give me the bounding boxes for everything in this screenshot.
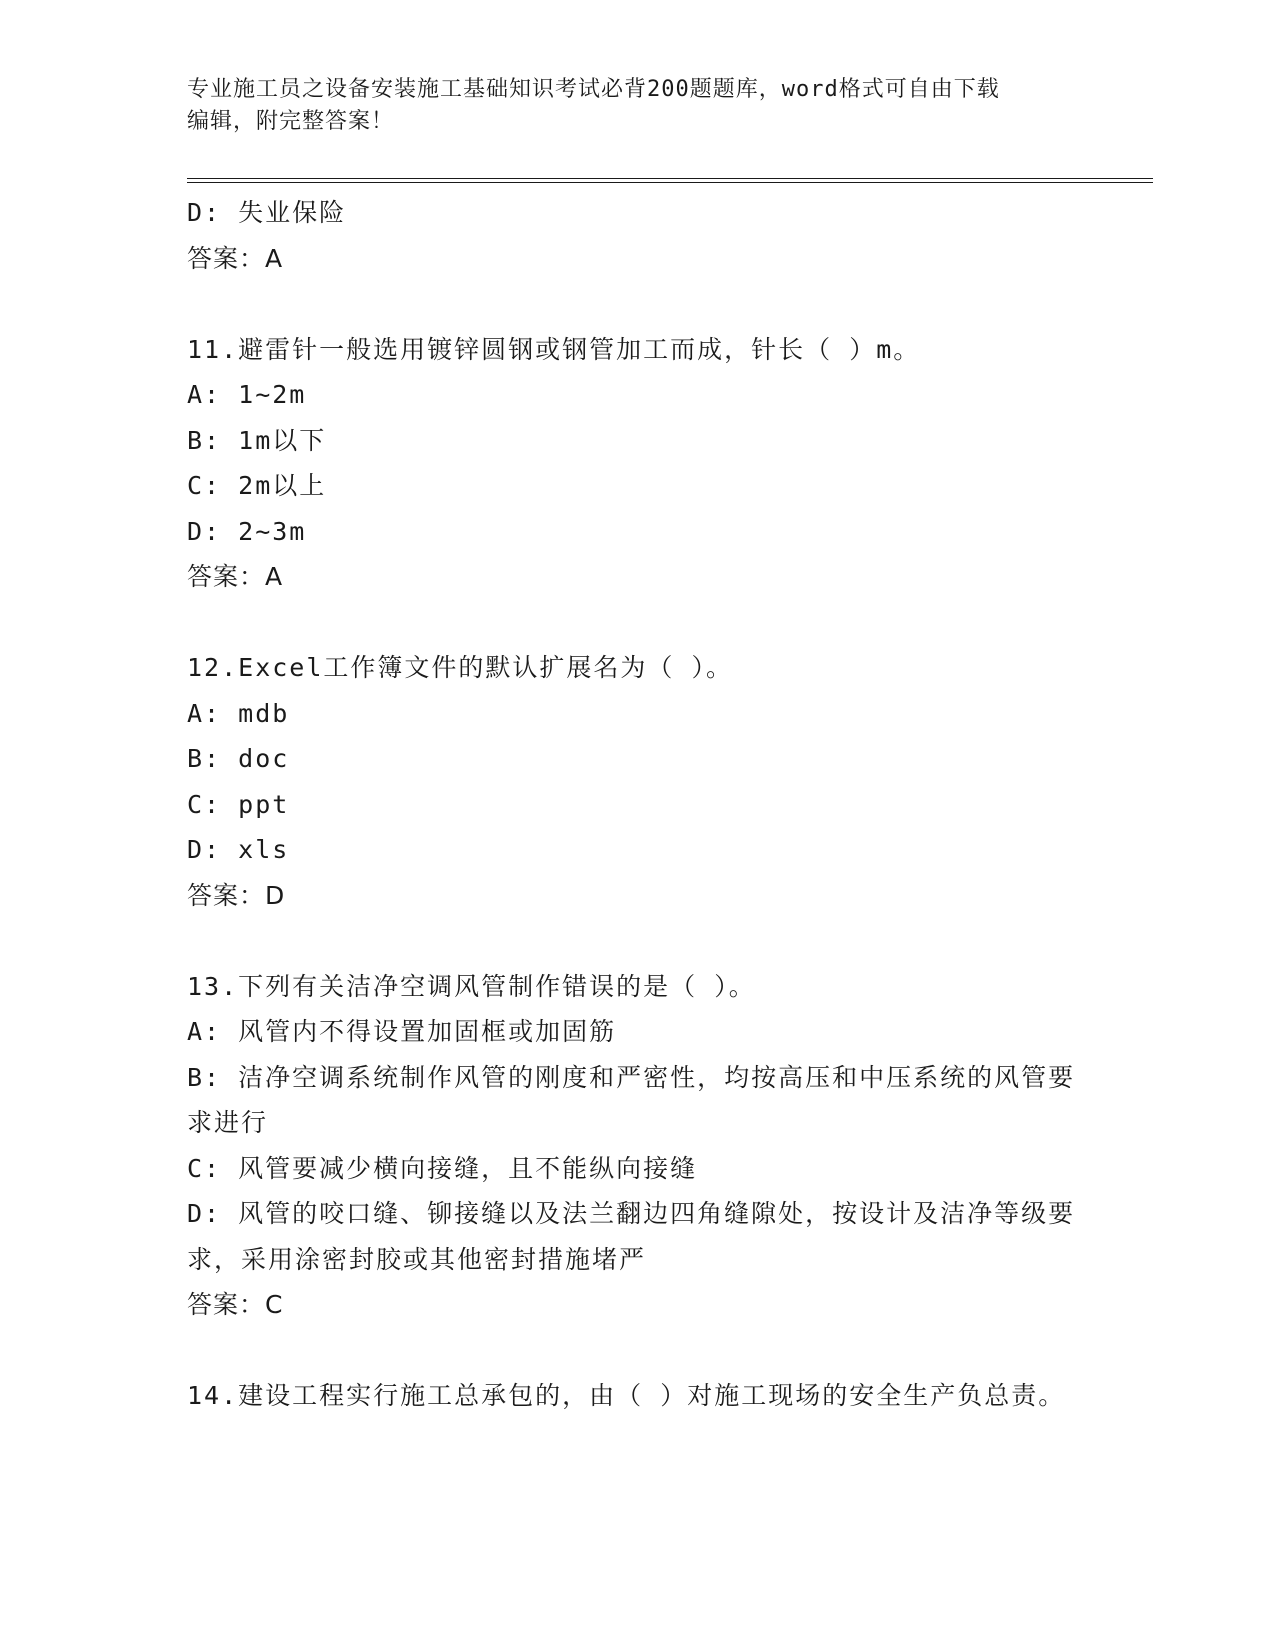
option-b: B: 洁净空调系统制作风管的刚度和严密性，均按高压和中压系统的风管要求进行 <box>187 1062 1076 1137</box>
option-b: B: doc <box>187 744 290 773</box>
question-stem: 12.Excel工作簿文件的默认扩展名为（ ）。 <box>187 653 733 682</box>
document-header <box>187 74 1087 138</box>
option-c: C: 风管要减少横向接缝，且不能纵向接缝 <box>187 1153 698 1183</box>
option-d: D: 2~3m <box>187 516 307 546</box>
spacer <box>187 918 1087 964</box>
question-stem: 13.下列有关洁净空调风管制作错误的是（ ）。 <box>187 971 756 1001</box>
option-c: C: ppt <box>187 789 290 819</box>
header-title-line2: 编辑，附完整答案！ <box>187 109 395 134</box>
document-body <box>187 190 1087 1419</box>
question-stem: 14.建设工程实行施工总承包的，由（ ）对施工现场的安全生产负总责。 <box>187 1381 1066 1410</box>
question-stem: 11.避雷针一般选用镀锌圆钢或钢管加工而成，针长（ ）m。 <box>187 334 921 364</box>
header-title-line1: 专业施工员之设备安装施工基础知识考试必背200题题库，word格式可自由下载 <box>187 77 1000 102</box>
spacer <box>187 281 1087 327</box>
option-d: D: 风管的咬口缝、铆接缝以及法兰翻边四角缝隙处，按设计及洁净等级要求，采用涂密封胶或其他密封措施堵严 <box>187 1199 1076 1274</box>
option-b: B: 1m以下 <box>187 425 327 455</box>
option-d: D: xls <box>187 835 290 864</box>
header-rule-top <box>187 178 1153 179</box>
answer: 答案：C <box>187 1290 284 1319</box>
answer: 答案：A <box>187 562 284 591</box>
question-13 <box>187 964 1087 1328</box>
prev-answer: 答案：A <box>187 243 284 273</box>
option-c: C: 2m以上 <box>187 471 327 500</box>
question-11 <box>187 327 1087 600</box>
prev-option-d: D: 失业保险 <box>187 198 347 227</box>
spacer <box>187 600 1087 646</box>
question-12 <box>187 645 1087 918</box>
option-a: A: 1~2m <box>187 380 307 409</box>
option-a: A: 风管内不得设置加固框或加固筋 <box>187 1017 617 1046</box>
spacer <box>187 1328 1087 1374</box>
question-14 <box>187 1373 1087 1419</box>
option-a: A: mdb <box>187 698 290 728</box>
answer: 答案：D <box>187 880 286 910</box>
header-rule-bottom <box>187 182 1153 183</box>
